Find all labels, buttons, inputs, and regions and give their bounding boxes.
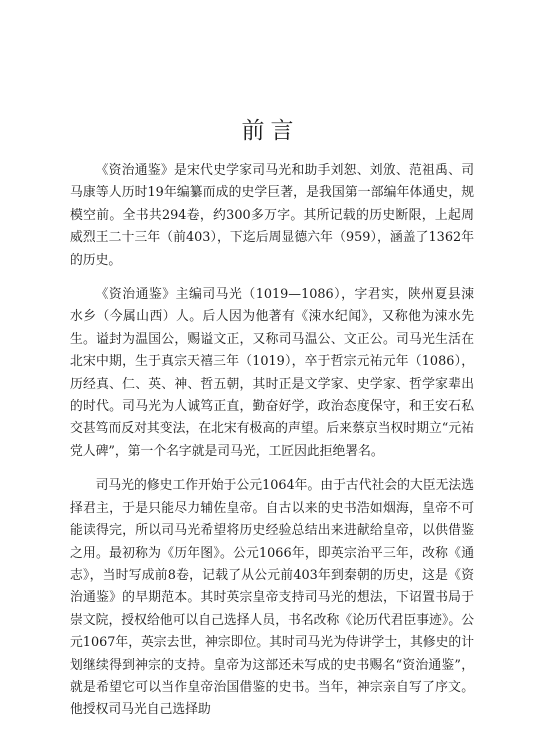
paragraph-2: 《资治通鉴》主编司马光（1019—1086），字君实，陕州夏县涑水乡（今属山西）人。后人因为他著有《涑水纪闻》，又称他为涑水先生。谥封为温国公，赐谥文正，又称司马温公、文正公。司马光生活在北宋中期，生于真宗天禧三年（1019），卒于哲宗元祐元年（1086），历经真、仁、英、神、哲五朝，其时正是文学家、史学家、哲学家辈出的时代。司马光为人诚笃正直，勤奋好学，政治态度保守，和王安石私交甚笃而反对其变法，在北宋有极高的声望。后来蔡京当权时期立“元祐党人碑”，第一个名字就是司马光，工匠因此拒绝署名。: [70, 287, 474, 459]
page-title: 前言: [241, 118, 300, 144]
body-text: [70, 160, 474, 734]
paragraph-1: 《资治通鉴》是宋代史学家司马光和助手刘恕、刘攽、范祖禹、司马康等人历时19年编纂而成的史学巨著，是我国第一部编年体通史，规模空前。全书共294卷，约300多万字。其所记载的历史断限，上起周威烈王二十三年（前403），下迄后周显德六年（959），涵盖了1362年的历史。: [70, 163, 474, 268]
paragraph-3: 司马光的修史工作开始于公元1064年。由于古代社会的大臣无法选择君主，于是只能尽力辅佐皇帝。自古以来的史书浩如烟海，皇帝不可能读得完，所以司马光希望将历史经验总结出来进献给皇帝，以供借鉴之用。最初称为《历年图》。公元1066年，即英宗治平三年，改称《通志》，当时写成前8卷，记载了从公元前403年到秦朝的历史，这是《资治通鉴》的早期范本。其时英宗皇帝支持司马光的想法，下诏置书局于崇文院，授权给他可以自己选择人员，书名改称《论历代君臣事迹》。公元1067年，英宗去世，神宗即位。其时司马光为侍讲学士，其修史的计划继续得到神宗的支持。皇帝为这部还未写成的史书赐名“资治通鉴”，就是希望它可以当作皇帝治国借鉴的史书。当年，神宗亲自写了序文。他授权司马光自己选择助: [70, 478, 474, 718]
